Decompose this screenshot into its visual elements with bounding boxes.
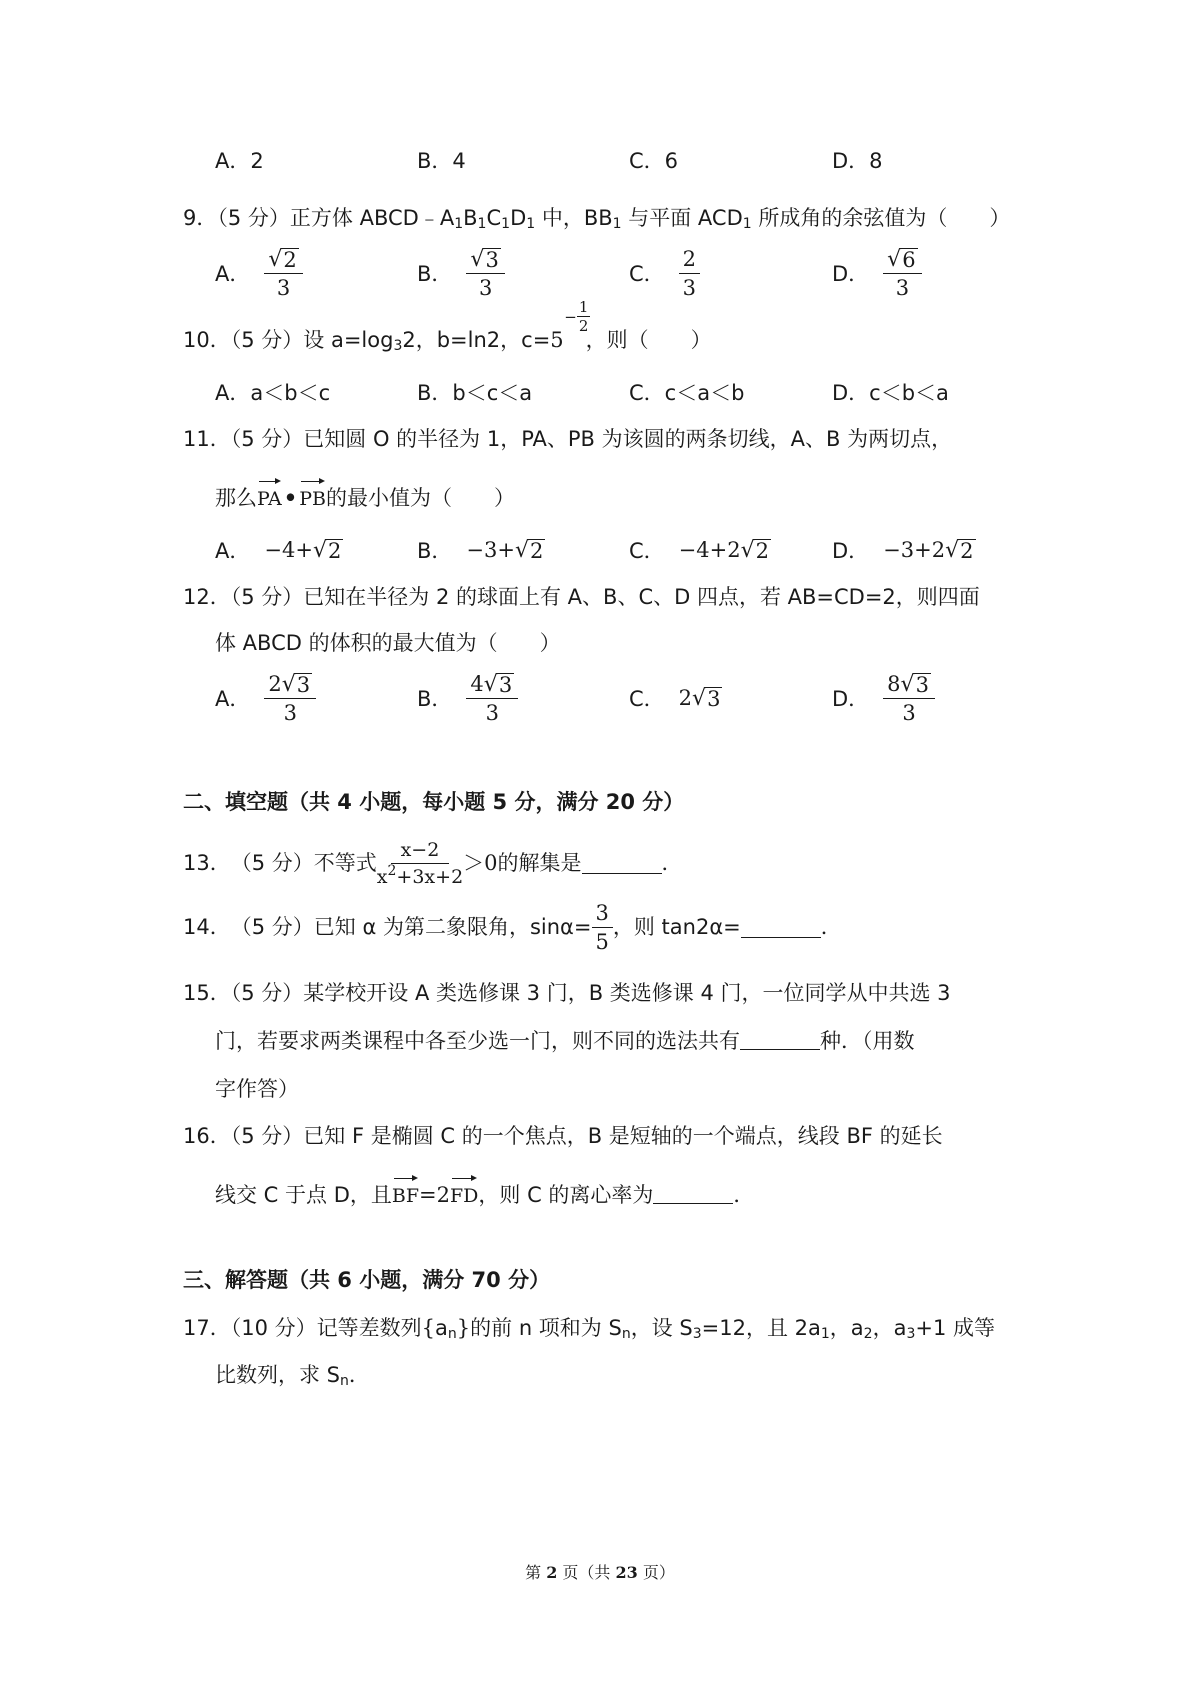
q11-choice-d (832, 527, 976, 573)
q11-stem-line1 (183, 424, 952, 454)
section-2-heading: 二、填空题（共 4 小题，每小题 5 分，满分 20 分） (183, 790, 685, 814)
q9-text: B (463, 206, 478, 230)
radicand: 3 (296, 672, 311, 697)
q15-number: 15． (183, 981, 231, 1005)
choice-label: B． (417, 539, 453, 563)
brace-left: { (421, 1316, 436, 1340)
q17-period: ． (348, 1363, 370, 1387)
q9-choice-c (629, 243, 700, 303)
q10-text: 2，b=ln2，c= (402, 328, 551, 352)
q12-score: （5 分） (230, 585, 304, 609)
q17-text: +1 成等 (915, 1316, 996, 1340)
fraction (264, 672, 316, 725)
q17-sub: 2 (863, 1326, 873, 1342)
radicand: 2 (755, 538, 769, 563)
denominator: 3 (485, 700, 499, 725)
choice-label: D． (832, 539, 870, 563)
q17-sub: n (340, 1373, 349, 1389)
q11-text: 的最小值为（ ） (325, 486, 515, 510)
brace-right: } (456, 1316, 471, 1340)
q11-stem-line2 (215, 478, 515, 514)
q10-choices (215, 372, 1035, 412)
page-footer (0, 1560, 1200, 1583)
denominator: 3 (895, 275, 910, 300)
denominator: 3 (276, 275, 291, 300)
q9-sub: 1 (454, 216, 464, 232)
radicand: 3 (915, 672, 929, 697)
page-number: 2 (546, 1563, 558, 1582)
choice-label: C． (629, 262, 665, 286)
fraction (883, 247, 921, 300)
numerator: 3 (592, 901, 613, 928)
q12-stem-line1 (183, 582, 980, 612)
q14-fraction (592, 901, 613, 954)
denominator-part: +3x+2 (396, 865, 464, 888)
choice-label: A． (215, 539, 251, 563)
q8-choice-a-text: A．2 (215, 149, 264, 173)
sqrt: √ 3 (470, 246, 499, 272)
q10-text: 设 a=log (303, 328, 394, 352)
expr-prefix: −4+2 (678, 538, 741, 562)
coefficient: 2 (678, 686, 693, 710)
sqrt: √ 3 (692, 685, 721, 711)
q17-sub: n (447, 1326, 457, 1342)
q15-text: 某学校开设 A 类选修课 3 门，B 类选修课 4 门，一位同学从中共选 3 (303, 981, 951, 1005)
q8-choice-b (417, 140, 466, 180)
radicand: 2 (530, 538, 544, 563)
q8-choice-c (629, 140, 678, 180)
q9-choice-b (417, 243, 505, 303)
q17-number: 17． (183, 1316, 231, 1340)
vector-fd: FD (450, 1175, 478, 1211)
q13-stem (183, 833, 683, 893)
expr-prefix: −4+ (264, 538, 313, 562)
q10-choice-a-text: A．a＜b＜c (215, 381, 331, 405)
q12-number: 12． (183, 585, 231, 609)
q9-text: 中，BB (535, 206, 613, 230)
radicand: 3 (707, 686, 721, 711)
q17-text: 的前 n 项和为 S (470, 1316, 622, 1340)
q13-inequality: ＞0 (463, 851, 498, 875)
answer-blank[interactable] (740, 1029, 820, 1050)
q15-stem-line2 (215, 1026, 915, 1056)
choice-label: A． (215, 687, 251, 711)
q17-sub: 3 (692, 1326, 702, 1342)
q16-text: 已知 F 是椭圆 C 的一个焦点，B 是短轴的一个端点，线段 BF 的延长 (303, 1124, 943, 1148)
choice-label: D． (832, 687, 870, 711)
q14-stem (183, 897, 842, 957)
q9-text: 所成角的余弦值为（ ） (751, 206, 1011, 230)
q15-stem-line1 (183, 978, 951, 1008)
choice-label: B． (417, 262, 453, 286)
q8-choice-d (832, 140, 883, 180)
q16-number: 16． (183, 1124, 231, 1148)
numerator: 2 (679, 247, 700, 274)
q12-choices (215, 668, 1035, 728)
q9-choice-d (832, 243, 922, 303)
q8-choice-d-text: D．8 (832, 149, 883, 173)
radicand: 2 (283, 247, 297, 272)
q17-stem-line2 (215, 1360, 370, 1390)
denominator: 3 (478, 275, 493, 300)
vector-pa: PA (257, 478, 282, 514)
q11-score: （5 分） (230, 427, 304, 451)
sqrt: √ 2 (312, 537, 342, 563)
power-base: 5 (550, 328, 564, 352)
denominator: 3 (902, 700, 916, 725)
q10-choice-b (417, 372, 532, 412)
denominator: 3 (682, 275, 697, 300)
q16-text: ，则 C 的离心率为 (478, 1183, 654, 1207)
q10-choice-d (832, 372, 949, 412)
q15-text: 字作答） (215, 1077, 299, 1101)
page-total: 23 (615, 1563, 638, 1582)
q15-text: 门，若要求两类课程中各至少选一门，则不同的选法共有 (215, 1029, 740, 1053)
q8-choice-b-text: B．4 (417, 149, 466, 173)
q11-number: 11． (183, 427, 231, 451)
q10-number: 10． (183, 328, 231, 352)
q8-choice-a (215, 140, 264, 180)
q13-period: ． (661, 851, 683, 875)
q17-text: ，a (872, 1316, 907, 1340)
coefficient: 4 (470, 671, 484, 696)
coefficient: 2 (268, 671, 282, 696)
q17-text: ，a (829, 1316, 864, 1340)
choice-label: C． (629, 539, 665, 563)
sqrt: √ 3 (900, 671, 929, 697)
radicand: 3 (485, 247, 499, 272)
q8-choice-c-text: C．6 (629, 149, 679, 173)
q14-period: ． (820, 915, 842, 939)
power-expression (550, 298, 589, 355)
q10-text: ，则（ ） (585, 328, 712, 352)
q12-stem-line2 (215, 628, 561, 658)
sequence-term: a (435, 1316, 448, 1340)
q17-stem-line1 (183, 1313, 995, 1343)
q17-text: 比数列，求 S (215, 1363, 341, 1387)
radicand: 2 (960, 538, 974, 563)
fraction (466, 672, 518, 725)
answer-blank[interactable] (582, 853, 662, 874)
q12-text: 体 ABCD 的体积的最大值为（ ） (215, 631, 561, 655)
q15-score: （5 分） (230, 981, 304, 1005)
q12-choice-a (215, 668, 316, 728)
q14-text: 已知 α 为第二象限角，sinα= (313, 915, 592, 939)
answer-blank[interactable] (653, 1183, 733, 1204)
q16-period: ． (733, 1183, 755, 1207)
q14-text: ，则 tan2α= (612, 915, 741, 939)
fraction (883, 672, 935, 725)
q9-choice-a (215, 243, 303, 303)
numerator: x−2 (391, 839, 450, 864)
q11-text: 那么 (215, 486, 257, 510)
sqrt: √ 2 (268, 246, 297, 272)
q17-text: 记等差数列 (316, 1316, 422, 1340)
fraction (466, 247, 504, 300)
q11-choices (215, 527, 1035, 573)
exponent-numerator: 1 (578, 298, 589, 316)
q17-text: ，设 S (630, 1316, 693, 1340)
q9-sub: 1 (742, 216, 752, 232)
exponent-fraction (577, 299, 591, 334)
q10-stem (183, 298, 712, 355)
q11-choice-c (629, 527, 771, 573)
q9-sub: 1 (477, 216, 487, 232)
q12-choice-d (832, 668, 935, 728)
fraction (679, 247, 700, 300)
q10-sub: 3 (393, 338, 403, 354)
q13-text: 的解集是 (497, 851, 582, 875)
q9-text: 正方体 ABCD﹣A (289, 206, 455, 230)
denominator-part: x (376, 865, 388, 888)
q13-fraction (377, 839, 463, 888)
fraction (264, 247, 302, 300)
q16-equation: =2 (419, 1183, 450, 1207)
sqrt: √ 2 (945, 537, 974, 563)
exponent: 2 (387, 862, 397, 879)
q16-stem-line2 (215, 1175, 754, 1211)
q12-text: 已知在半径为 2 的球面上有 A、B、C、D 四点，若 AB=CD=2，则四面 (303, 585, 980, 609)
q9-text: 与平面 ACD (621, 206, 743, 230)
q13-number: 13． (183, 851, 231, 875)
exponent-sign: − (564, 307, 577, 326)
q14-score: （5 分） (230, 915, 314, 939)
power-exponent (564, 299, 590, 334)
q9-number: 9． (183, 206, 218, 230)
q9-text: C (486, 206, 502, 230)
q16-stem-line1 (183, 1121, 943, 1151)
footer-text: 页） (637, 1563, 675, 1582)
q9-sub: 1 (501, 216, 511, 232)
q13-score: （5 分） (230, 851, 314, 875)
radicand: 6 (902, 247, 916, 272)
radicand: 2 (327, 538, 342, 563)
choice-label: B． (417, 687, 453, 711)
q9-stem (183, 203, 1010, 233)
coefficient: 8 (887, 671, 901, 696)
q11-text: 已知圆 O 的半径为 1，PA、PB 为该圆的两条切线，A、B 为两切点， (303, 427, 953, 451)
q10-choice-d-text: D．c＜b＜a (832, 381, 949, 405)
q8-choices (215, 140, 1035, 180)
q9-choices (215, 243, 1035, 303)
q17-sub: 3 (906, 1326, 916, 1342)
q9-text: D (510, 206, 527, 230)
q12-choice-b (417, 668, 518, 728)
q14-number: 14． (183, 915, 231, 939)
vector-pb: PB (299, 478, 326, 514)
q15-text: 种．（用数 (820, 1029, 915, 1053)
q9-sub: 1 (526, 216, 536, 232)
q16-text: 线交 C 于点 D，且 (215, 1183, 392, 1207)
q10-choice-c-text: C．c＜a＜b (629, 381, 745, 405)
footer-text: 页（共 (557, 1563, 616, 1582)
q11-choice-a (215, 527, 343, 573)
q10-choice-b-text: B．b＜c＜a (417, 381, 533, 405)
expr-prefix: −3+ (466, 538, 515, 562)
dot-product-sign: • (283, 485, 298, 510)
q17-sub: 1 (820, 1326, 830, 1342)
q9-sub: 1 (612, 216, 622, 232)
expr-prefix: −3+2 (883, 538, 946, 562)
footer-text: 第 (525, 1563, 547, 1582)
sqrt: √ 3 (281, 671, 311, 697)
q13-text: 不等式 (313, 851, 377, 875)
radicand: 3 (498, 672, 513, 697)
q17-text: =12，且 2a (701, 1316, 821, 1340)
q10-score: （5 分） (230, 328, 304, 352)
sqrt: √ 2 (740, 537, 769, 563)
sqrt: √ 3 (483, 671, 513, 697)
answer-blank[interactable] (741, 917, 821, 938)
choice-label: D． (832, 262, 870, 286)
q16-score: （5 分） (230, 1124, 304, 1148)
choice-label: A． (215, 262, 251, 286)
q17-sub: n (621, 1326, 631, 1342)
sqrt: √ 2 (514, 537, 544, 563)
q15-stem-line3 (215, 1074, 299, 1104)
q9-score: （5 分） (217, 206, 290, 230)
q11-choice-b (417, 527, 545, 573)
section-3-heading: 三、解答题（共 6 小题，满分 70 分） (183, 1268, 551, 1292)
q10-choice-a (215, 372, 330, 412)
vector-bf: BF (392, 1175, 419, 1211)
q17-score: （10 分） (230, 1316, 317, 1340)
exponent-denominator: 2 (578, 317, 589, 335)
sqrt: √ 6 (887, 246, 916, 272)
q12-choice-c (629, 668, 722, 728)
choice-label: C． (629, 687, 665, 711)
denominator: 5 (595, 929, 609, 954)
q10-choice-c (629, 372, 744, 412)
denominator: 3 (283, 700, 297, 725)
